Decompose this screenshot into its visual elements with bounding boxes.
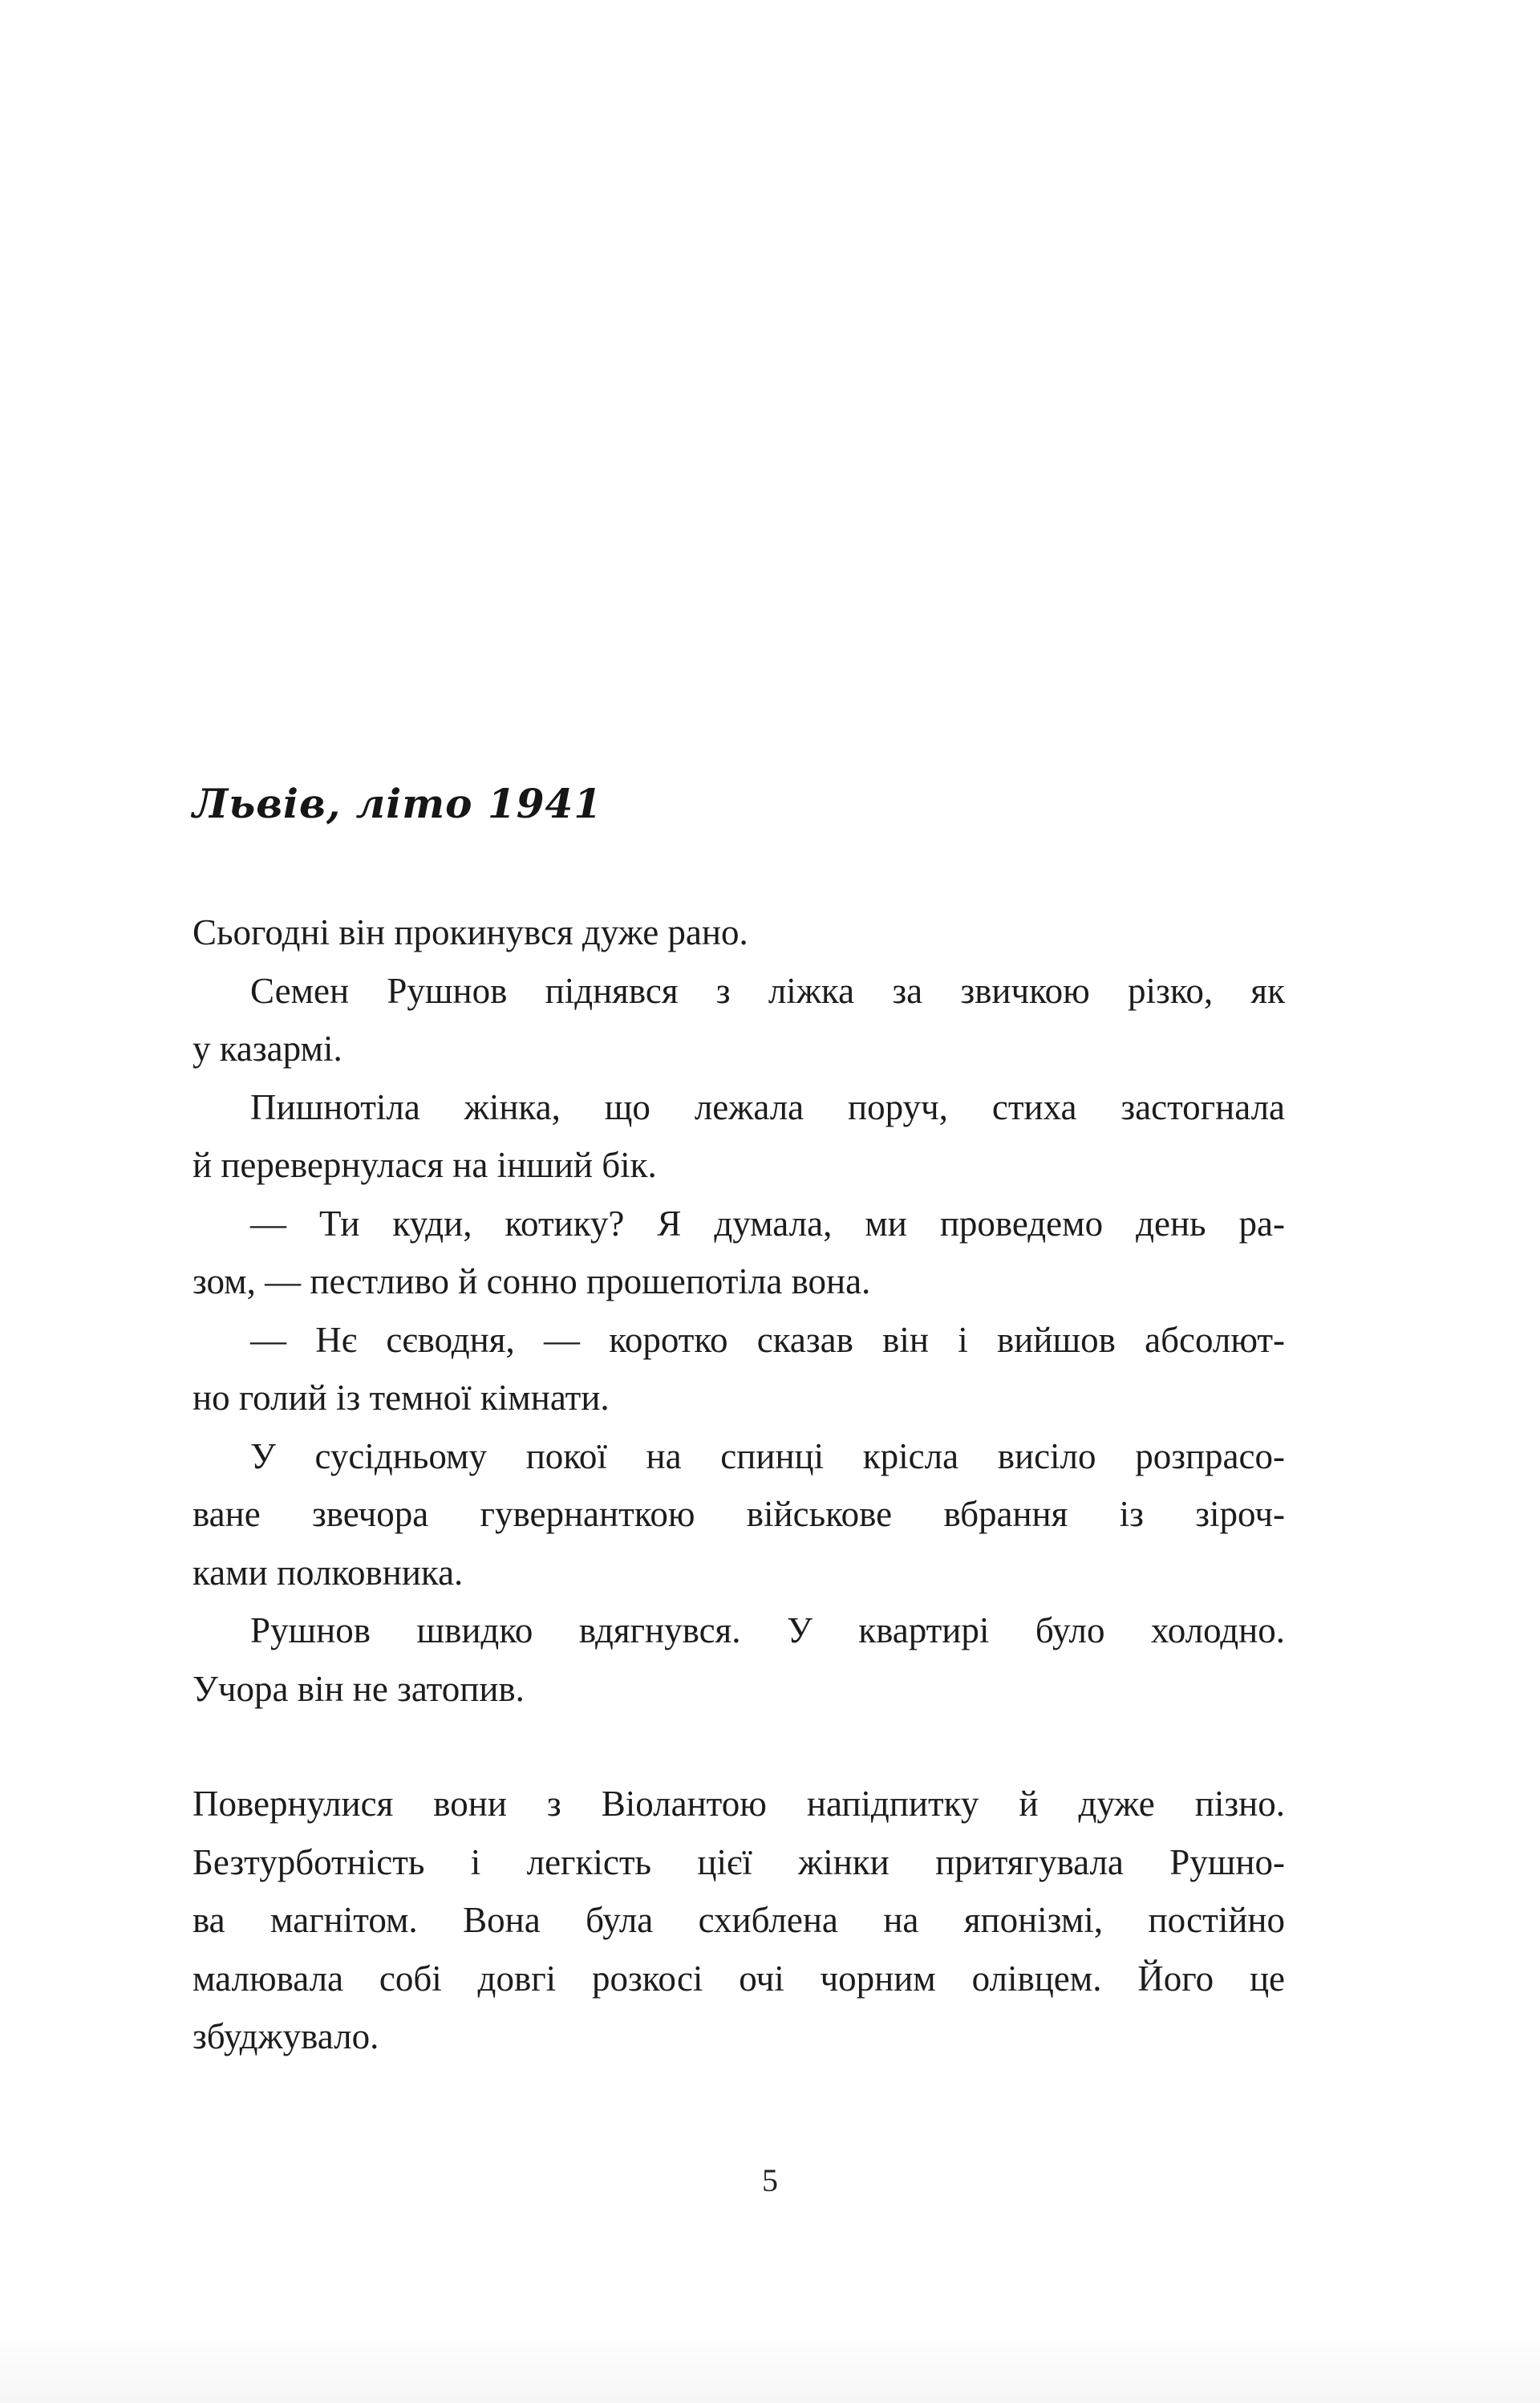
text-line: й перевернулася на інший бік. (192, 1145, 657, 1185)
text-line: Безтурботність і легкість цієї жінки притягувала Рушно- (192, 1841, 1285, 1882)
text-line: збуджувало. (192, 2016, 379, 2056)
text-section-2 (192, 1775, 1285, 2066)
text-line: Учора він не затопив. (192, 1668, 525, 1709)
text-line: Пишнотіла жінка, що лежала поруч, стиха застогнала (250, 1086, 1285, 1127)
text-line: у казармі. (192, 1029, 342, 1069)
text-line: но голий із темної кімнати. (192, 1378, 610, 1418)
page-number: 5 (762, 2162, 778, 2198)
text-line: Семен Рушнов піднявся з ліжка за звичкою різко, як (250, 970, 1285, 1011)
text-line: Повернулися вони з Віолантою напідпитку й дуже пізно. (192, 1784, 1285, 1824)
text-line: — Ти куди, котику? Я думала, ми проведемо день ра- (250, 1203, 1285, 1244)
text-section-1 (192, 903, 1285, 1718)
text-line: Сьогодні він прокинувся дуже рано. (192, 912, 748, 952)
text-line: У сусідньому покої на спинці крісла висіло розпрасо- (250, 1435, 1285, 1476)
text-line: малювала собі довгі розкосі очі чорним олівцем. Його це (192, 1958, 1285, 1999)
text-line: ване звечора гувернанткою військове вбрання із зіроч- (192, 1494, 1285, 1534)
text-line: ва магнітом. Вона була схиблена на японізмі, постійно (192, 1900, 1285, 1940)
text-line: ками полковника. (192, 1552, 464, 1593)
text-line: зом, — пестливо й сонно прошепотіла вона. (192, 1261, 871, 1301)
text-line: Рушнов швидко вдягнувся. У квартирі було холодно. (250, 1610, 1285, 1650)
chapter-title: Львів, літо 1941 (192, 780, 603, 827)
text-line: — Нє сєводня, — коротко сказав він і вийшов абсолют- (250, 1319, 1285, 1360)
